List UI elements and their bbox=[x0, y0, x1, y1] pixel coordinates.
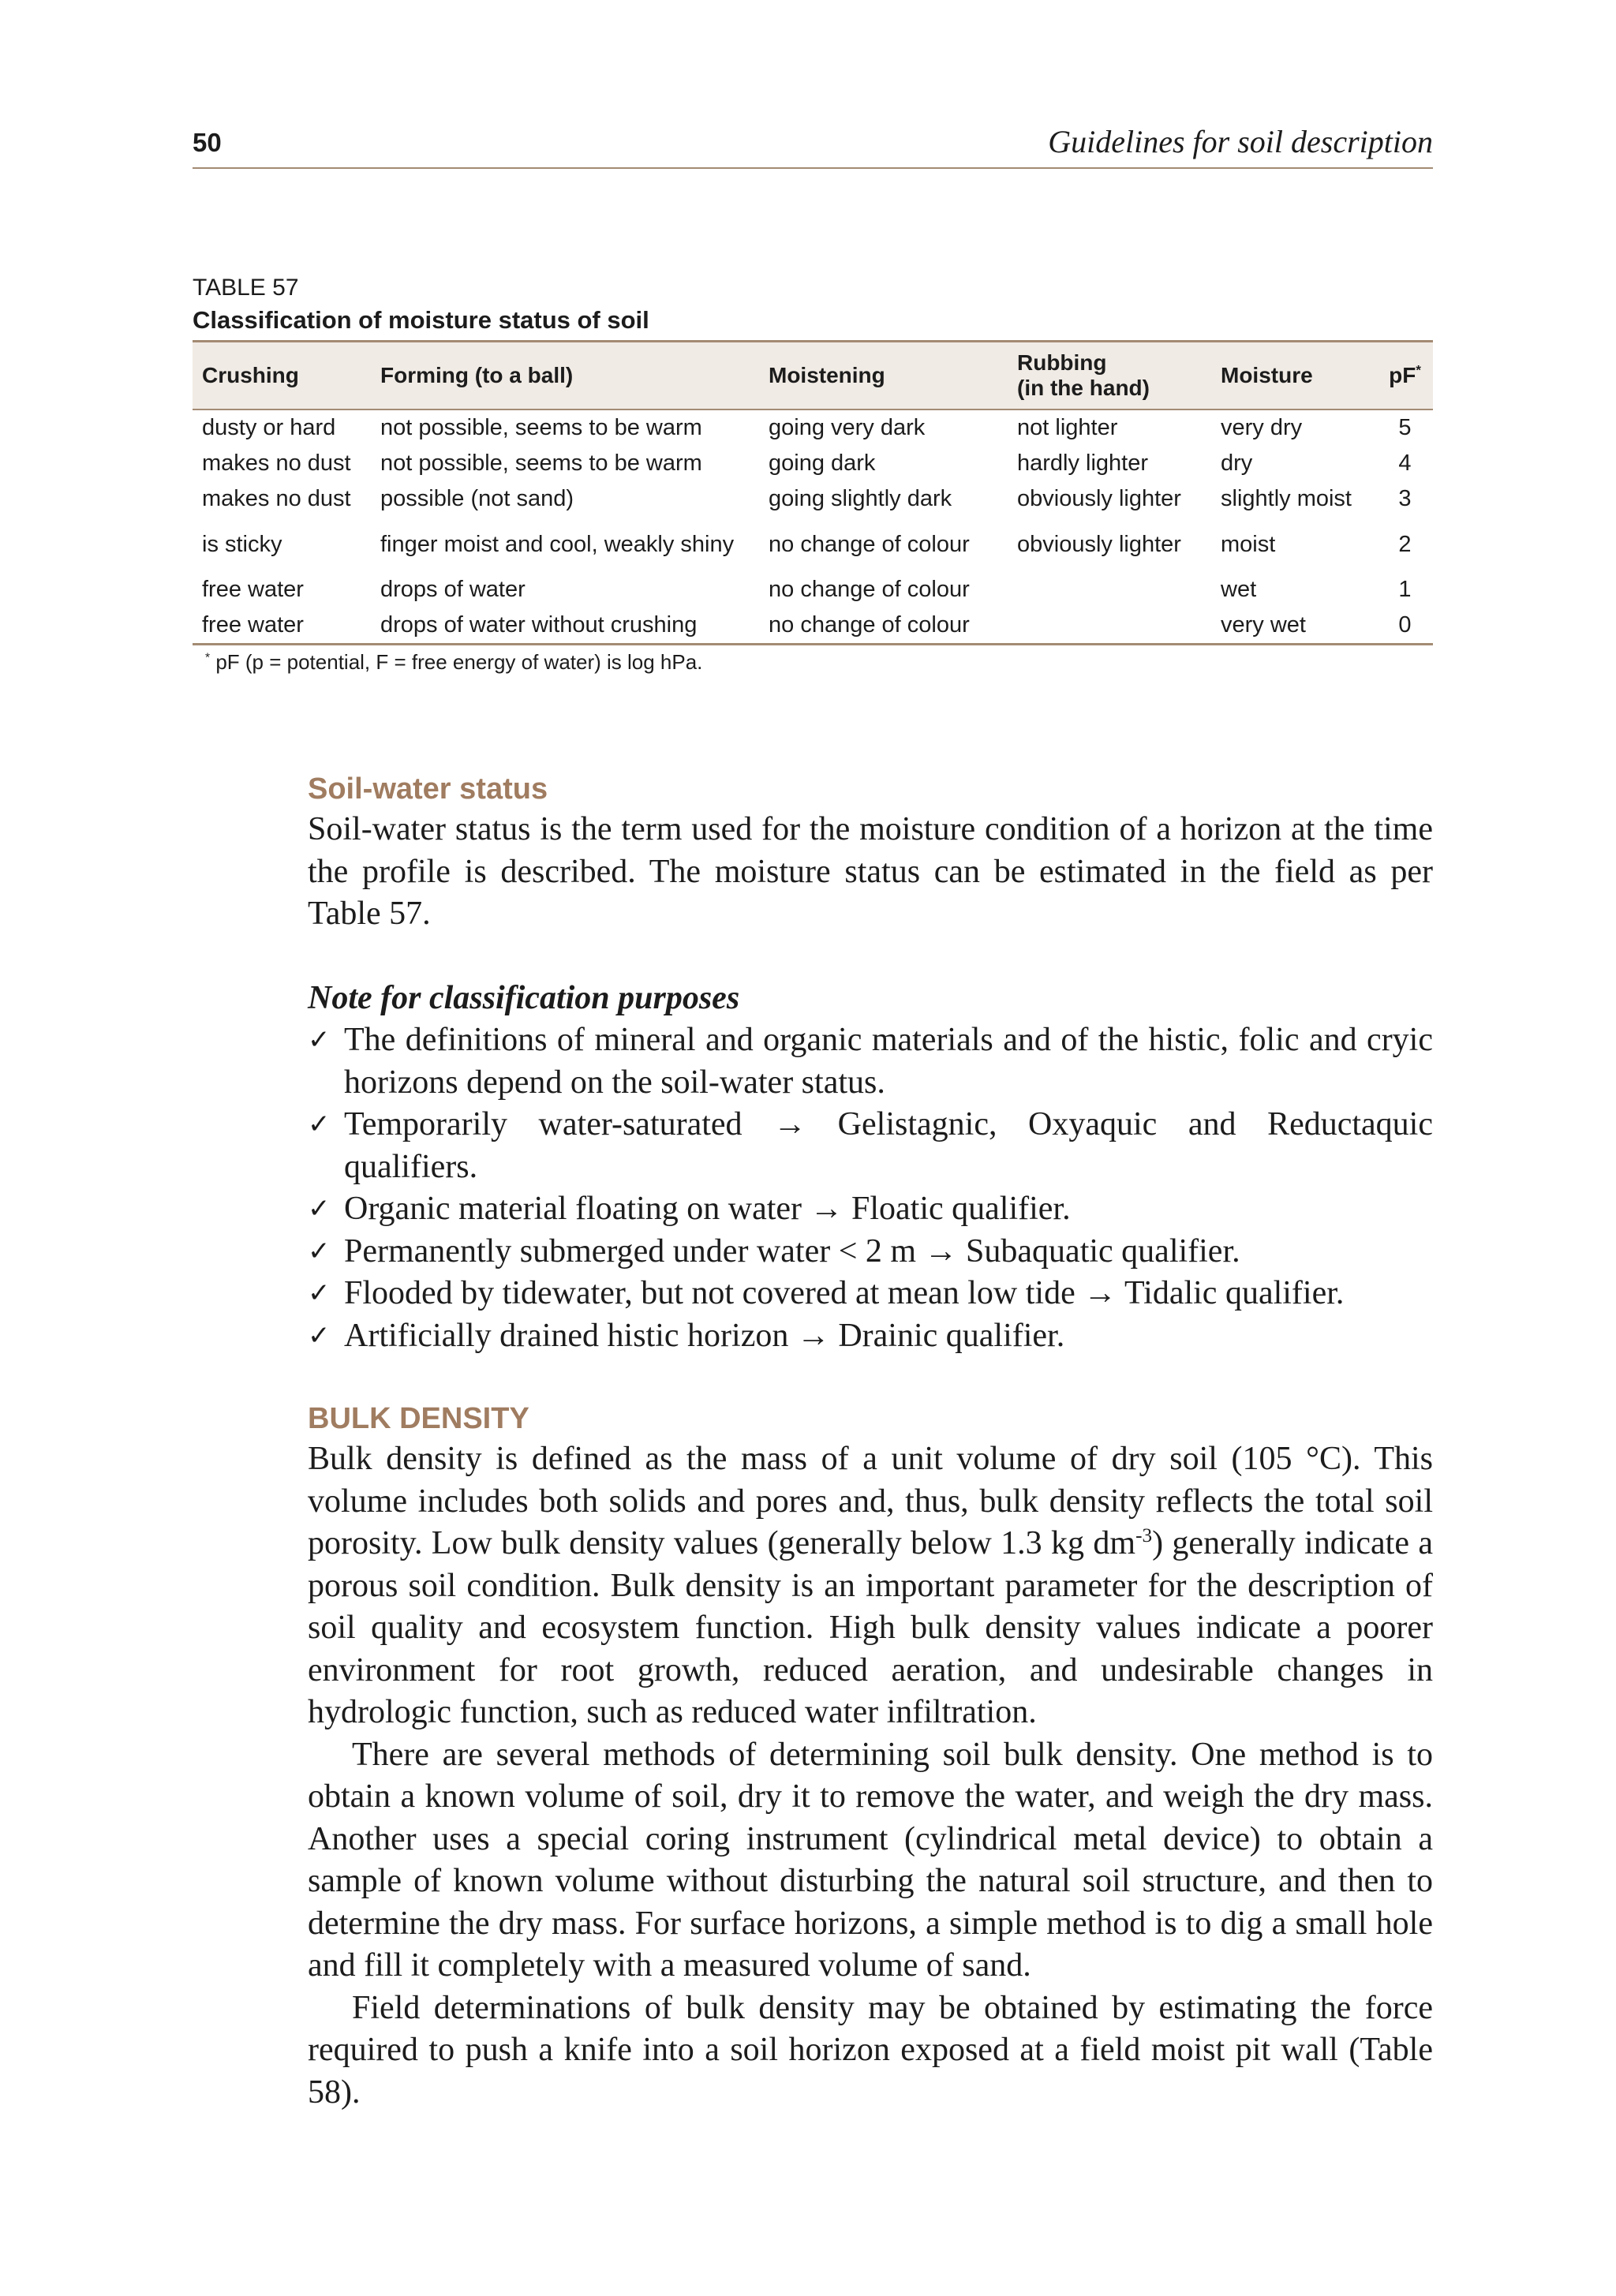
list-item-text: Permanently submerged under water < 2 m → Subaquatic qualifier. bbox=[344, 1232, 1240, 1270]
cell-moisture: wet bbox=[1221, 577, 1257, 602]
table-footnote-text: pF (p = potential, F = free energy of water) is log hPa. bbox=[215, 650, 703, 674]
cell-forming: not possible, seems to be warm bbox=[380, 451, 702, 476]
bulk-density-p1-text: Bulk density is defined as the mass of a unit volume of dry soil (105 °C). This volume includes both solids and pores and, thus, bulk density reflects the total soil porosity. Low bulk density values (generally below 1.3 kg dm bbox=[308, 1441, 1433, 1561]
list-item-text: Organic material floating on water → Floatic qualifier. bbox=[344, 1191, 1071, 1227]
table-footnote: * pF (p = potential, F = free energy of water) is log hPa. bbox=[205, 650, 703, 674]
bulk-density-paragraph-3: Field determinations of bulk density may be obtained by estimating the force required to push a knife into a soil horizon exposed at a field moist pit wall (Table 58). bbox=[308, 1989, 1433, 2111]
checkmark-icon: ✓ bbox=[308, 1235, 331, 1267]
col-header-rubbing-line1: Rubbing bbox=[1017, 350, 1107, 375]
list-item bbox=[308, 1019, 1433, 1104]
cell-pf: 5 bbox=[1398, 415, 1412, 440]
cell-crushing: is sticky bbox=[202, 531, 282, 557]
list-item-text: Temporarily water-saturated → Gelistagnic, Oxyaquic and Reductaquic qualifiers. bbox=[344, 1106, 1433, 1185]
list-item-text: Flooded by tidewater, but not covered at mean low tide → Tidalic qualifier. bbox=[344, 1275, 1345, 1311]
list-item bbox=[308, 1104, 1433, 1188]
soil-water-paragraph: Soil-water status is the term used for the moisture condition of a horizon at the time the profile is described. The moisture status can be estimated in the field as per Table 57. bbox=[308, 811, 1433, 932]
cell-rubbing: obviously lighter bbox=[1017, 531, 1181, 557]
cell-crushing: dusty or hard bbox=[202, 415, 336, 440]
note-title: Note for classification purposes bbox=[308, 979, 740, 1016]
bulk-density-paragraph-1 bbox=[308, 1438, 1433, 1734]
checkmark-icon: ✓ bbox=[308, 1277, 331, 1309]
page-number: 50 bbox=[193, 128, 222, 157]
checkmark-icon: ✓ bbox=[308, 1319, 331, 1352]
cell-crushing: makes no dust bbox=[202, 451, 351, 476]
bulk-density-paragraph-2: There are several methods of determining soil bulk density. One method is to obtain a known volume of soil, dry it to remove the water, and weigh the dry mass. Another uses a special coring instrument (cylindrical metal device) to obtain a sample of known volume without disturbing the natural soil structure, and then to determine the dry mass. For surface horizons, a simple method is to dig a small hole and fill it completely with a measured volume of sand. bbox=[308, 1736, 1433, 1984]
cell-pf: 2 bbox=[1398, 531, 1412, 557]
cell-rubbing: obviously lighter bbox=[1017, 486, 1181, 511]
cell-moisture: very wet bbox=[1221, 612, 1306, 638]
cell-moistening: going dark bbox=[769, 451, 876, 476]
body-text bbox=[308, 769, 1433, 2114]
table-row bbox=[193, 572, 1433, 608]
table-header-row bbox=[193, 342, 1433, 410]
table-row bbox=[193, 517, 1433, 572]
col-header-rubbing bbox=[1008, 342, 1211, 410]
list-item-text: Artificially drained histic horizon → Drainic qualifier. bbox=[344, 1317, 1065, 1354]
classification-notes-list bbox=[308, 1019, 1433, 1357]
col-header-moisture: Moisture bbox=[1211, 342, 1377, 410]
cell-moistening: no change of colour bbox=[769, 612, 970, 638]
col-header-pf: pF* bbox=[1377, 342, 1433, 410]
cell-moistening: going slightly dark bbox=[769, 486, 952, 511]
list-item bbox=[308, 1188, 1433, 1231]
moisture-status-table bbox=[193, 340, 1433, 645]
cell-forming: drops of water bbox=[380, 577, 526, 602]
cell-moisture: moist bbox=[1221, 531, 1276, 557]
cell-rubbing bbox=[1008, 608, 1211, 645]
cell-pf: 1 bbox=[1398, 577, 1412, 602]
cell-forming: possible (not sand) bbox=[380, 486, 574, 511]
checkmark-icon: ✓ bbox=[308, 1024, 331, 1056]
cell-moisture: slightly moist bbox=[1221, 486, 1352, 511]
col-header-pf-label: pF bbox=[1389, 363, 1416, 387]
cell-rubbing: hardly lighter bbox=[1017, 451, 1149, 476]
table-label: TABLE 57 bbox=[193, 275, 299, 301]
col-header-rubbing-line2: (in the hand) bbox=[1017, 376, 1150, 400]
cell-forming: drops of water without crushing bbox=[380, 612, 698, 638]
list-item bbox=[308, 1273, 1433, 1315]
cell-moisture: dry bbox=[1221, 451, 1253, 476]
cell-forming: not possible, seems to be warm bbox=[380, 415, 702, 440]
list-item bbox=[308, 1231, 1433, 1273]
cell-forming: finger moist and cool, weakly shiny bbox=[380, 531, 735, 557]
checkmark-icon: ✓ bbox=[308, 1193, 331, 1225]
table-block bbox=[193, 272, 1433, 675]
table-row bbox=[193, 481, 1433, 517]
col-header-crushing: Crushing bbox=[193, 342, 371, 410]
table-row bbox=[193, 446, 1433, 481]
cell-crushing: free water bbox=[202, 577, 304, 602]
cell-moistening: no change of colour bbox=[769, 577, 970, 602]
table-row bbox=[193, 608, 1433, 645]
cell-pf: 0 bbox=[1398, 612, 1412, 638]
bulk-density-p1-text-cont: ) generally indicate a porous soil condition. Bulk density is an important parameter for the description of soil quality and ecosystem function. High bulk density values indicate a poorer environment for root growth, reduced aeration, and undesirable changes in hydrologic function, such as reduced water infiltration. bbox=[308, 1525, 1433, 1730]
list-item bbox=[308, 1315, 1433, 1358]
soil-water-heading: Soil-water status bbox=[308, 772, 548, 806]
table-title: Classification of moisture status of soil bbox=[193, 306, 649, 334]
cell-moistening: no change of colour bbox=[769, 531, 970, 557]
cell-pf: 4 bbox=[1398, 451, 1412, 476]
running-title: Guidelines for soil description bbox=[1048, 124, 1433, 159]
cell-moistening: going very dark bbox=[769, 415, 926, 440]
cell-moisture: very dry bbox=[1221, 415, 1303, 440]
running-head bbox=[193, 120, 1433, 169]
list-item-text: The definitions of mineral and organic materials and of the histic, folic and cryic horizons depend on the soil-water status. bbox=[344, 1022, 1433, 1101]
cell-crushing: free water bbox=[202, 612, 304, 638]
col-header-forming: Forming (to a ball) bbox=[371, 342, 759, 410]
bulk-density-heading: BULK DENSITY bbox=[308, 1402, 529, 1435]
unit-exponent: -3 bbox=[1135, 1525, 1153, 1546]
cell-rubbing bbox=[1008, 572, 1211, 608]
checkmark-icon: ✓ bbox=[308, 1109, 331, 1140]
col-header-moistening: Moistening bbox=[759, 342, 1008, 410]
cell-crushing: makes no dust bbox=[202, 486, 351, 511]
cell-pf: 3 bbox=[1398, 486, 1412, 511]
table-row bbox=[193, 409, 1433, 446]
cell-rubbing: not lighter bbox=[1017, 415, 1118, 440]
